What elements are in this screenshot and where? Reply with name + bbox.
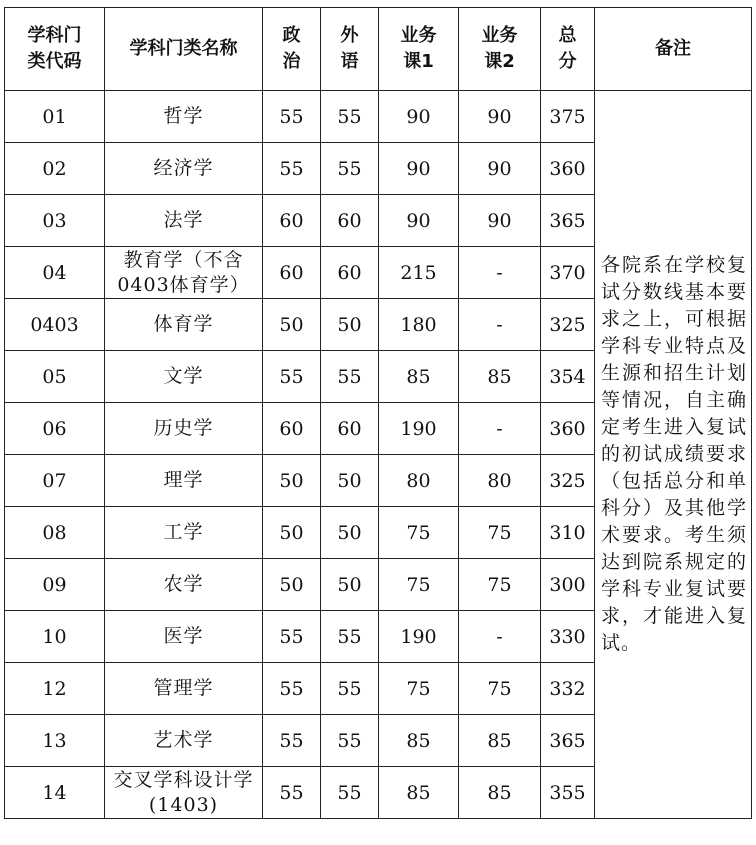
- cell-course2: 75: [459, 663, 541, 715]
- score-table-container: [4, 7, 752, 819]
- cell-course1: 85: [379, 351, 459, 403]
- header-name: 学科门类名称: [105, 8, 263, 91]
- cell-name: 文学: [105, 351, 263, 403]
- cell-politics: 55: [263, 91, 321, 143]
- cell-name: 理学: [105, 455, 263, 507]
- cell-total: 325: [541, 299, 595, 351]
- cell-code: 01: [5, 91, 105, 143]
- cell-course2: 85: [459, 767, 541, 819]
- cell-name: 历史学: [105, 403, 263, 455]
- cell-total: 310: [541, 507, 595, 559]
- cell-politics: 55: [263, 663, 321, 715]
- cell-name: 艺术学: [105, 715, 263, 767]
- cell-course1: 190: [379, 403, 459, 455]
- header-remark: 备注: [595, 8, 752, 91]
- cell-total: 375: [541, 91, 595, 143]
- cell-name: 农学: [105, 559, 263, 611]
- cell-code: 06: [5, 403, 105, 455]
- cell-language: 55: [321, 715, 379, 767]
- cell-name: 交叉学科设计学(1403): [105, 767, 263, 819]
- cell-code: 09: [5, 559, 105, 611]
- cell-total: 370: [541, 247, 595, 299]
- cell-course2: 80: [459, 455, 541, 507]
- cell-name: 教育学（不含0403体育学）: [105, 247, 263, 299]
- cell-total: 354: [541, 351, 595, 403]
- cell-politics: 50: [263, 559, 321, 611]
- cell-course2: -: [459, 611, 541, 663]
- cell-code: 12: [5, 663, 105, 715]
- cell-course2: 75: [459, 559, 541, 611]
- cell-language: 55: [321, 611, 379, 663]
- cell-name: 法学: [105, 195, 263, 247]
- cell-course2: 90: [459, 195, 541, 247]
- score-table: [4, 7, 752, 819]
- cell-total: 332: [541, 663, 595, 715]
- cell-total: 365: [541, 195, 595, 247]
- cell-code: 13: [5, 715, 105, 767]
- cell-total: 355: [541, 767, 595, 819]
- cell-course1: 90: [379, 143, 459, 195]
- cell-language: 50: [321, 507, 379, 559]
- cell-politics: 55: [263, 351, 321, 403]
- cell-course2: 90: [459, 143, 541, 195]
- cell-code: 04: [5, 247, 105, 299]
- cell-code: 02: [5, 143, 105, 195]
- cell-politics: 55: [263, 715, 321, 767]
- cell-course1: 215: [379, 247, 459, 299]
- header-language: 外语: [321, 8, 379, 91]
- header-total: 总分: [541, 8, 595, 91]
- cell-name: 医学: [105, 611, 263, 663]
- cell-code: 08: [5, 507, 105, 559]
- cell-course1: 90: [379, 195, 459, 247]
- table-row: [5, 91, 752, 143]
- header-politics: 政治: [263, 8, 321, 91]
- header-code: 学科门类代码: [5, 8, 105, 91]
- cell-language: 60: [321, 247, 379, 299]
- cell-total: 325: [541, 455, 595, 507]
- cell-politics: 60: [263, 403, 321, 455]
- cell-course1: 75: [379, 559, 459, 611]
- cell-language: 55: [321, 767, 379, 819]
- cell-politics: 55: [263, 611, 321, 663]
- cell-language: 55: [321, 143, 379, 195]
- cell-language: 50: [321, 455, 379, 507]
- cell-course1: 190: [379, 611, 459, 663]
- cell-politics: 55: [263, 767, 321, 819]
- header-course1: 业务课1: [379, 8, 459, 91]
- cell-course1: 80: [379, 455, 459, 507]
- cell-language: 60: [321, 195, 379, 247]
- cell-name: 体育学: [105, 299, 263, 351]
- header-course2: 业务课2: [459, 8, 541, 91]
- table-body: [5, 91, 752, 819]
- cell-course1: 85: [379, 715, 459, 767]
- cell-code: 05: [5, 351, 105, 403]
- remark-text: 各院系在学校复试分数线基本要求之上，可根据学科专业特点及生源和招生计划等情况，自主确定考生进入复试的初试成绩要求（包括总分和单科分）及其他学术要求。考生须达到院系规定的学科专业复试要求，才能进入复试。: [601, 254, 747, 654]
- cell-total: 360: [541, 143, 595, 195]
- cell-course2: 90: [459, 91, 541, 143]
- cell-course1: 180: [379, 299, 459, 351]
- cell-language: 50: [321, 559, 379, 611]
- cell-course1: 85: [379, 767, 459, 819]
- cell-language: 55: [321, 91, 379, 143]
- cell-course2: 85: [459, 351, 541, 403]
- cell-language: 60: [321, 403, 379, 455]
- cell-total: 365: [541, 715, 595, 767]
- cell-politics: 50: [263, 507, 321, 559]
- cell-language: 55: [321, 663, 379, 715]
- remark-cell: [595, 91, 752, 819]
- cell-politics: 60: [263, 247, 321, 299]
- cell-code: 03: [5, 195, 105, 247]
- cell-code: 10: [5, 611, 105, 663]
- cell-course2: -: [459, 299, 541, 351]
- cell-politics: 60: [263, 195, 321, 247]
- cell-course2: 75: [459, 507, 541, 559]
- cell-name: 管理学: [105, 663, 263, 715]
- cell-course2: -: [459, 247, 541, 299]
- cell-name: 哲学: [105, 91, 263, 143]
- cell-code: 0403: [5, 299, 105, 351]
- cell-course2: 85: [459, 715, 541, 767]
- cell-language: 55: [321, 351, 379, 403]
- cell-code: 14: [5, 767, 105, 819]
- cell-total: 300: [541, 559, 595, 611]
- cell-politics: 50: [263, 455, 321, 507]
- cell-politics: 55: [263, 143, 321, 195]
- cell-name: 经济学: [105, 143, 263, 195]
- cell-course2: -: [459, 403, 541, 455]
- cell-course1: 75: [379, 507, 459, 559]
- cell-language: 50: [321, 299, 379, 351]
- cell-total: 360: [541, 403, 595, 455]
- cell-course1: 75: [379, 663, 459, 715]
- cell-politics: 50: [263, 299, 321, 351]
- cell-name: 工学: [105, 507, 263, 559]
- cell-total: 330: [541, 611, 595, 663]
- header-row: [5, 8, 752, 91]
- cell-code: 07: [5, 455, 105, 507]
- cell-course1: 90: [379, 91, 459, 143]
